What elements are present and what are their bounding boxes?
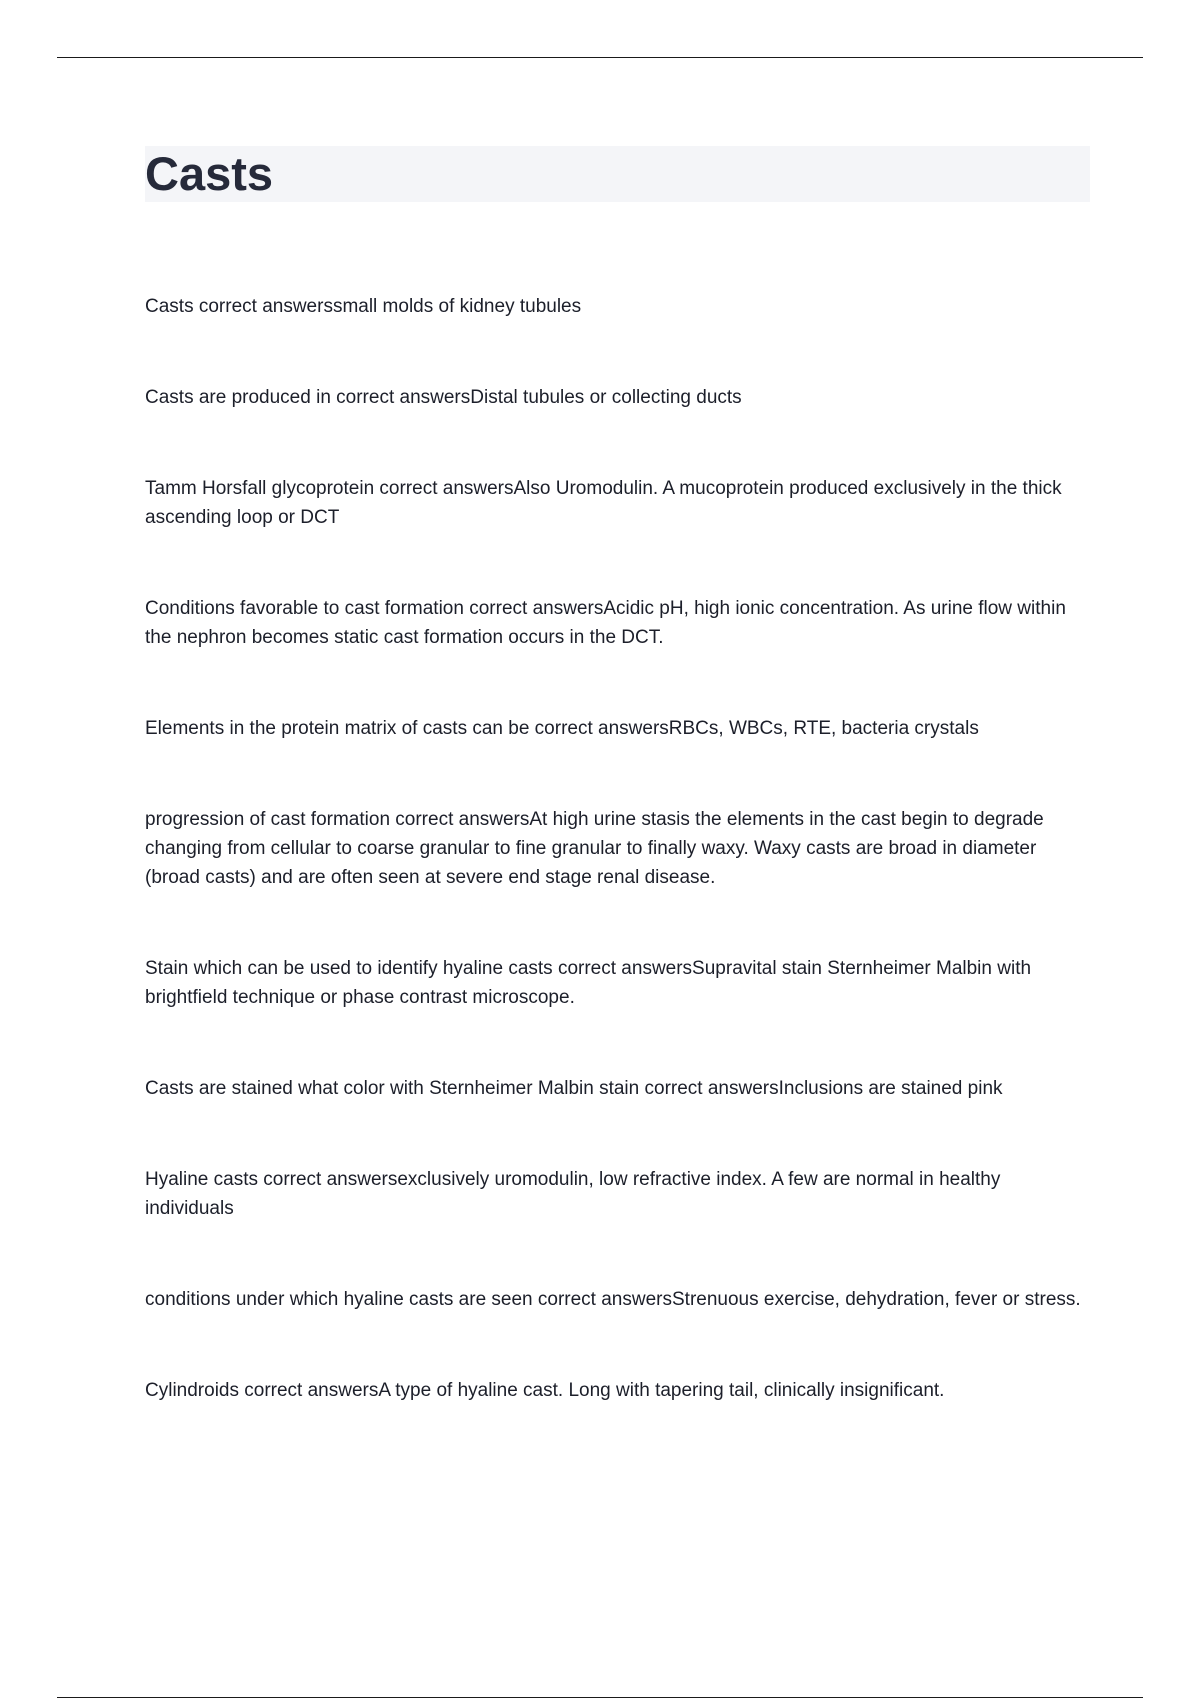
title-band <box>145 146 1090 202</box>
qa-item: Stain which can be used to identify hyaline casts correct answersSupravital stain Sternheimer Malbin with brightfield technique or phase contrast microscope. <box>145 958 1032 1008</box>
top-rule <box>57 57 1143 58</box>
qa-item: conditions under which hyaline casts are seen correct answersStrenuous exercise, dehydration, fever or stress. <box>145 1289 1081 1310</box>
qa-list <box>145 292 1090 1467</box>
page-title: Casts <box>145 147 274 200</box>
qa-item: Tamm Horsfall glycoprotein correct answersAlso Uromodulin. A mucoprotein produced exclusively in the thick ascending loop or DCT <box>145 478 1062 528</box>
qa-item: Elements in the protein matrix of casts can be correct answersRBCs, WBCs, RTE, bacteria crystals <box>145 718 979 739</box>
qa-item: Casts are stained what color with Sternheimer Malbin stain correct answersInclusions are stained pink <box>145 1078 1003 1099</box>
qa-item: Conditions favorable to cast formation correct answersAcidic pH, high ionic concentration. As urine flow within the nephron becomes static cast formation occurs in the DCT. <box>145 598 1066 648</box>
bottom-rule <box>57 1697 1143 1698</box>
qa-item: Hyaline casts correct answersexclusively uromodulin, low refractive index. A few are normal in healthy individuals <box>145 1169 1001 1219</box>
qa-item: Casts correct answerssmall molds of kidney tubules <box>145 296 582 317</box>
qa-item: Cylindroids correct answersA type of hyaline cast. Long with tapering tail, clinically insignificant. <box>145 1380 945 1401</box>
qa-item: Casts are produced in correct answersDistal tubules or collecting ducts <box>145 387 742 408</box>
qa-item: progression of cast formation correct answersAt high urine stasis the elements in the cast begin to degrade changing from cellular to coarse granular to fine granular to finally waxy. Waxy casts are broad in diameter (broad casts) and are often seen at severe end stage renal disease. <box>145 809 1044 888</box>
